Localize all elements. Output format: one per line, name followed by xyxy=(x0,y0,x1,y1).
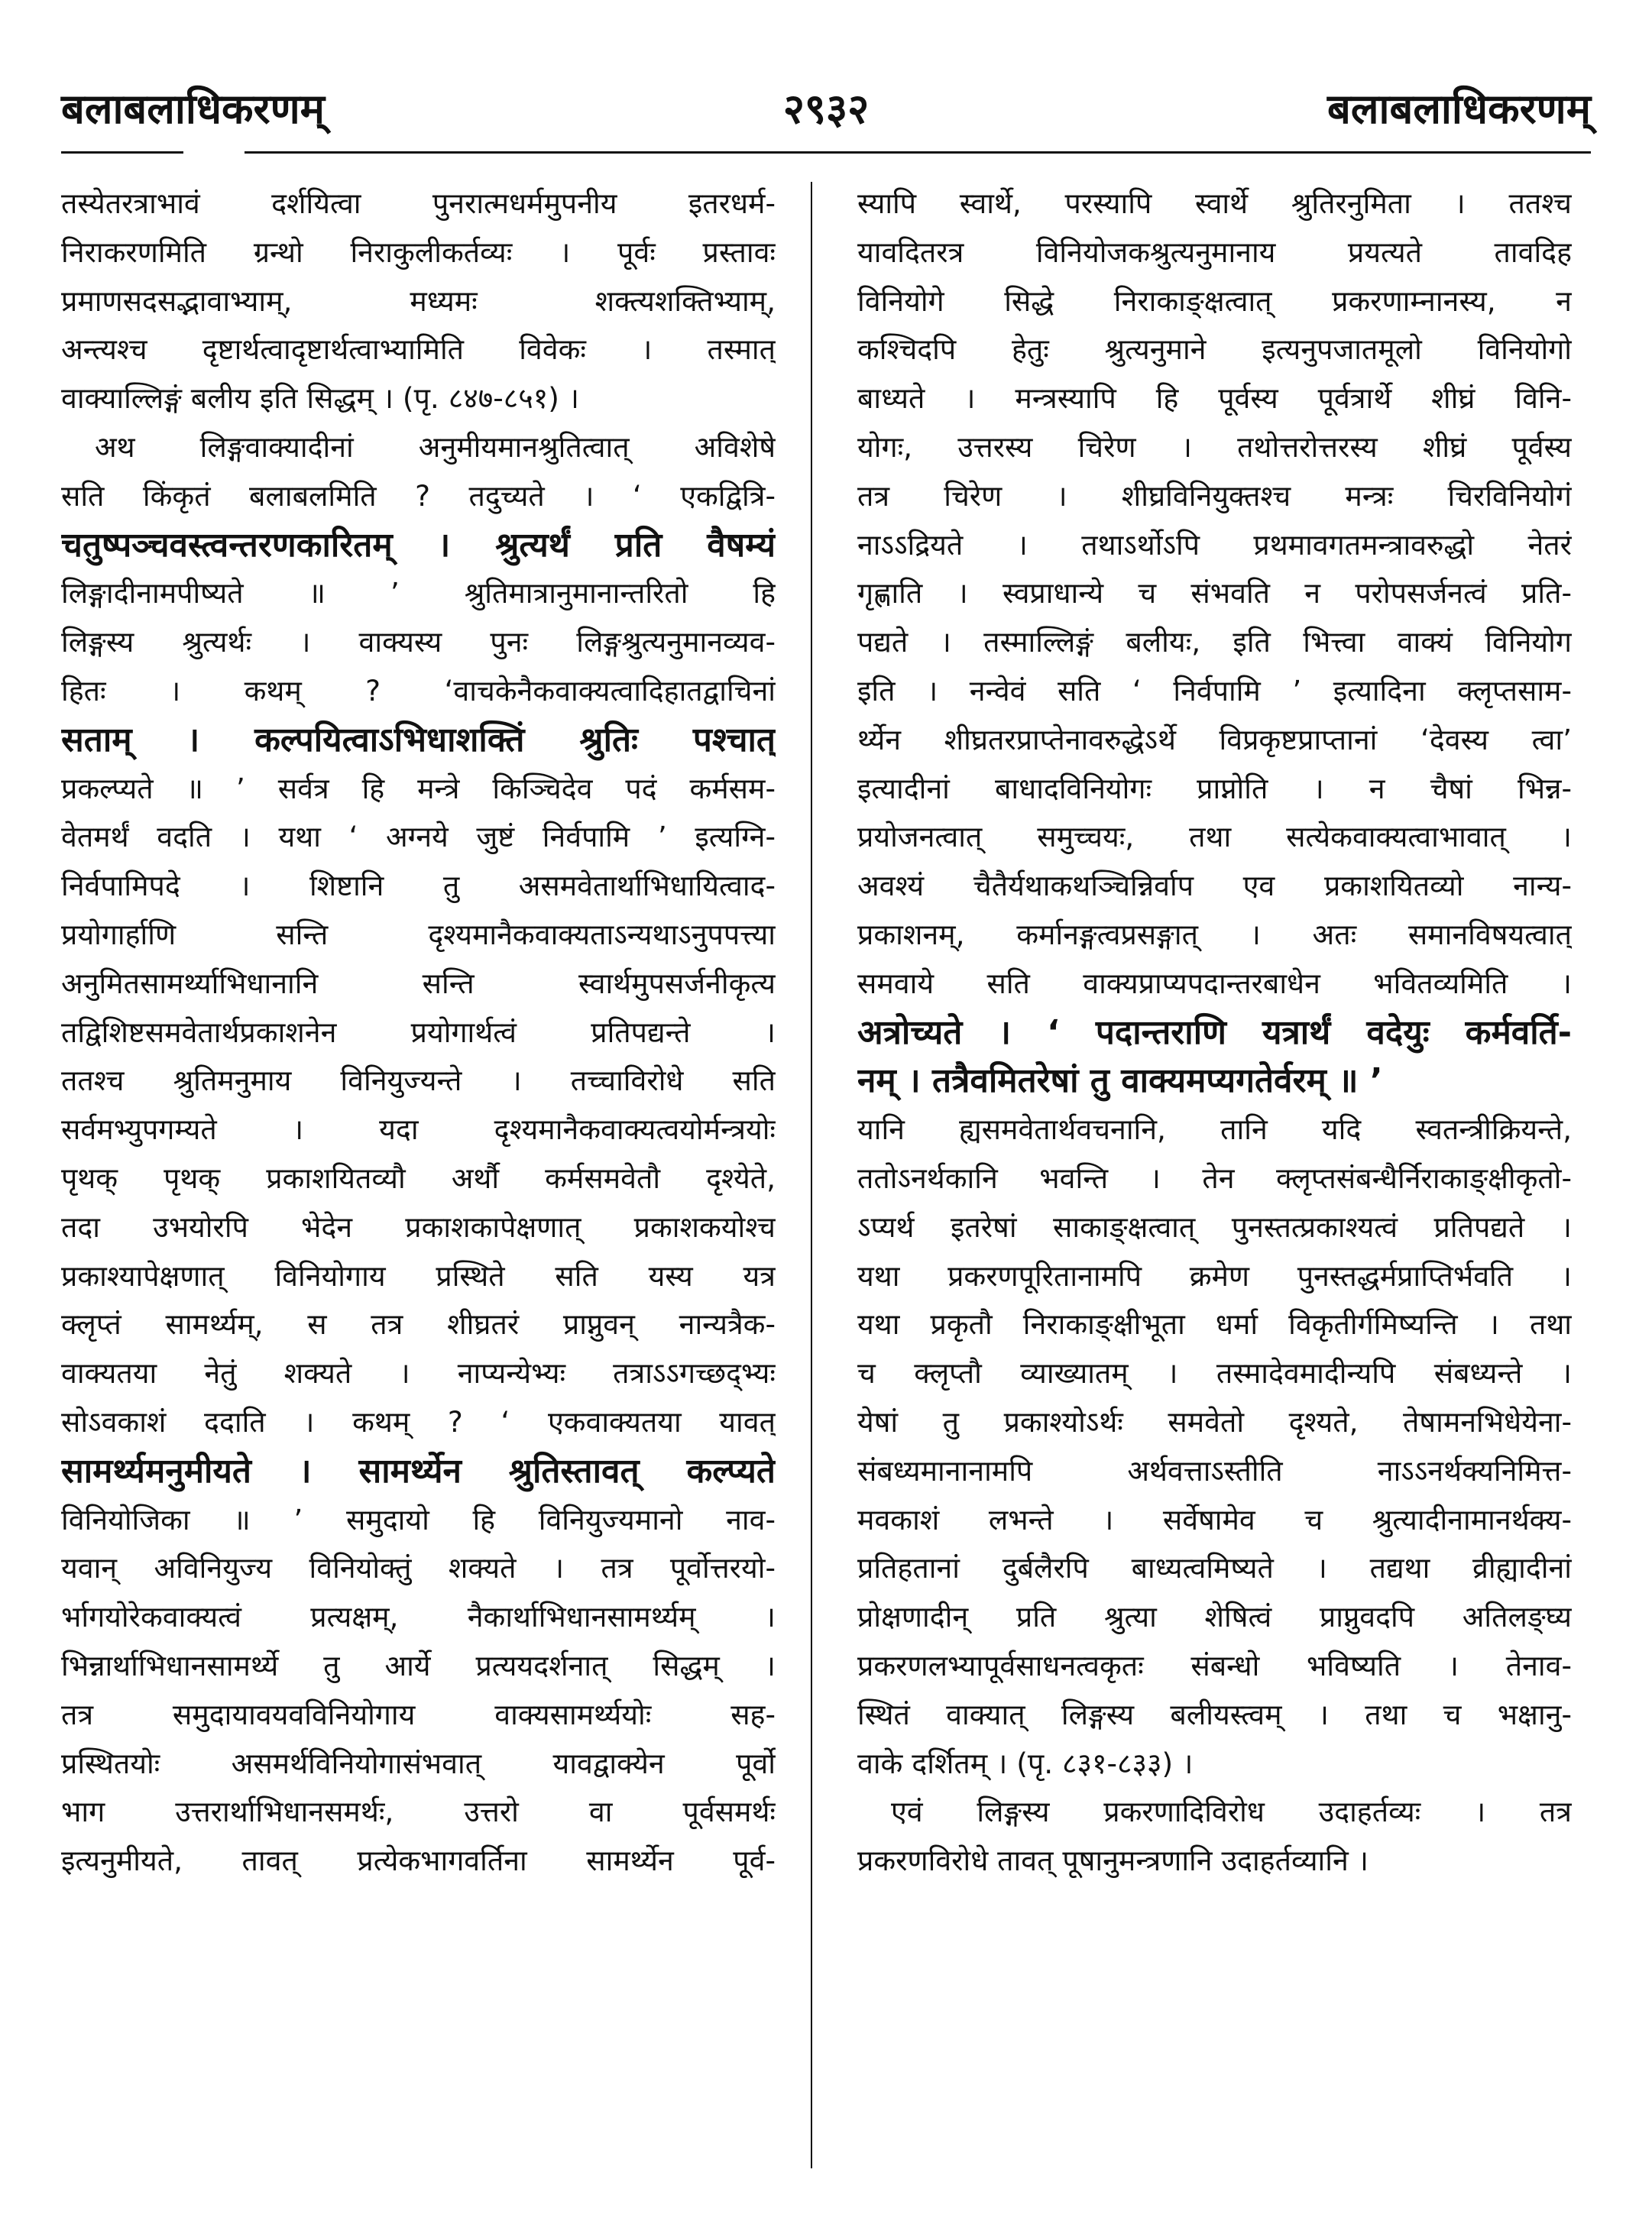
text-line: येषां तु प्रकाश्योऽर्थः समवेतो दृश्यते, तेषामनभिधेयेना- xyxy=(857,1404,1572,1439)
text-line: यथा प्रकरणपूरितानामपि क्रमेण पुनस्तद्धर्मप्राप्तिर्भवति । xyxy=(857,1258,1572,1293)
header-rule-short xyxy=(61,151,183,154)
text-line: र्भागयोरेकवाक्यत्वं प्रत्यक्षम्, नैकार्थाभिधानसामर्थ्यम् । xyxy=(61,1600,776,1634)
text-line: भाग उत्तरार्थाभिधानसमर्थः, उत्तरो वा पूर्वसमर्थः xyxy=(61,1795,776,1829)
text-line: योगः, उत्तरस्य चिरेण । तथोत्तरोत्तरस्य शीघ्रं पूर्वस्य xyxy=(857,429,1572,464)
left-text-column xyxy=(61,180,776,1886)
text-line: ततश्च श्रुतिमनुमाय विनियुज्यन्ते । तच्चाविरोधे सति xyxy=(61,1064,776,1098)
text-line: गृह्णाति । स्वप्राधान्ये च संभवति न परोपसर्जनत्वं प्रति- xyxy=(857,576,1572,610)
text-line: अनुमितसामर्थ्याभिधानानि सन्ति स्वार्थमुपसर्जनीकृत्य xyxy=(61,966,776,1000)
text-line: नम् । तत्रैवमितरेषां तु वाक्यमप्यगतेर्वरम् ॥ ’ xyxy=(857,1061,1383,1101)
text-line: तत्र चिरेण । शीघ्रविनियुक्तश्च मन्त्रः चिरविनियोगं xyxy=(857,478,1572,513)
text-line: एवं लिङ्गस्य प्रकरणादिविरोध उदाहर्तव्यः । तत्र xyxy=(891,1795,1572,1829)
text-line: विनियोजिका ॥ ’ समुदायो हि विनियुज्यमानो नाव- xyxy=(61,1502,776,1536)
text-line: प्रकल्प्यते ॥ ’ सर्वत्र हि मन्त्रे किञ्चिदेव पदं कर्मसम- xyxy=(61,771,776,805)
text-line: च क्लृप्तौ व्याख्यातम् । तस्मादेवमादीन्यपि संबध्यन्ते । xyxy=(857,1356,1572,1391)
text-line: यानि ह्यसमवेतार्थवचनानि, तानि यदि स्वतन्त्रीक्रियन्ते, xyxy=(857,1112,1572,1147)
text-line: इत्यादीनां बाधादविनियोगः प्राप्नोति । न चैषां भिन्न- xyxy=(857,771,1572,805)
text-line: प्रकाश्यापेक्षणात् विनियोगाय प्रस्थिते सति यस्य यत्र xyxy=(61,1258,776,1293)
text-line: प्रतिहतानां दुर्बलैरपि बाध्यत्वमिष्यते । तद्यथा व्रीह्यादीनां xyxy=(857,1551,1572,1585)
text-line: यथा प्रकृतौ निराकाङ्क्षीभूता धर्मा विकृतीर्गमिष्यन्ति । तथा xyxy=(857,1307,1572,1342)
text-line: प्रयोगार्हाणि सन्ति दृश्यमानैकवाक्यताऽन्यथाऽनुपपत्त्या xyxy=(61,917,776,951)
text-line: नाऽऽद्रियते । तथाऽर्थोऽपि प्रथमावगतमन्त्रावरुद्धो नेतरं xyxy=(857,527,1572,562)
text-line: प्रमाणसदसद्भावाभ्याम्, मध्यमः शक्त्यशक्तिभ्याम्, xyxy=(61,283,776,318)
text-line: निर्वपामिपदे । शिष्टानि तु असमवेतार्थाभिधायित्वाद- xyxy=(61,869,776,903)
text-line: क्लृप्तं सामर्थ्यम्, स तत्र शीघ्रतरं प्राप्नुवन् नान्यत्रैक- xyxy=(61,1307,776,1342)
text-line: कश्चिदपि हेतुः श्रुत्यनुमाने इत्यनुपजातमूलो विनियोगो xyxy=(857,332,1572,367)
text-line: अथ लिङ्गवाक्यादीनां अनुमीयमानश्रुतित्वात् अविशेषे xyxy=(95,429,776,464)
text-line: यवान् अविनियुज्य विनियोक्तुं शक्यते । तत्र पूर्वोत्तरयो- xyxy=(61,1551,776,1585)
text-line: लिङ्गादीनामपीष्यते ॥ ’ श्रुतिमात्रानुमानान्तरितो हि xyxy=(61,576,776,610)
text-line: निराकरणमिति ग्रन्थो निराकुलीकर्तव्यः । पूर्वः प्रस्तावः xyxy=(61,235,776,269)
text-line: पृथक् पृथक् प्रकाशयितव्यौ अर्थौ कर्मसमवेतौ दृश्येते, xyxy=(61,1161,776,1195)
text-line: संबध्यमानानामपि अर्थवत्ताऽस्तीति नाऽऽनर्थक्यनिमित्त- xyxy=(857,1453,1572,1488)
text-line: सामर्थ्यमनुमीयते । सामर्थ्येन श्रुतिस्तावत् कल्प्यते xyxy=(61,1451,776,1491)
text-line: सोऽवकाशं ददाति । कथम् ? ‘ एकवाक्यतया यावत् xyxy=(61,1404,776,1439)
text-line: स्यापि स्वार्थे, परस्यापि स्वार्थे श्रुतिरनुमिता । ततश्च xyxy=(857,186,1572,220)
text-line: बाध्यते । मन्त्रस्यापि हि पूर्वस्य पूर्वत्रार्थे शीघ्रं विनि- xyxy=(857,381,1572,416)
text-line: समवाये सति वाक्यप्राप्यपदान्तरबाधेन भवितव्यमिति । xyxy=(857,966,1572,1000)
text-line: अन्त्यश्च दृष्टार्थत्वादृष्टार्थत्वाभ्यामिति विवेकः । तस्मात् xyxy=(61,332,776,367)
text-line: तस्येतरत्राभावं दर्शयित्वा पुनरात्मधर्ममुपनीय इतरधर्म- xyxy=(61,186,776,220)
text-line: मवकाशं लभन्ते । सर्वेषामेव च श्रुत्यादीनामानर्थक्य- xyxy=(857,1502,1572,1536)
text-line: तद्विशिष्टसमवेतार्थप्रकाशनेन प्रयोगार्थत्वं प्रतिपद्यन्ते । xyxy=(61,1015,776,1049)
text-line: वाक्यतया नेतुं शक्यते । नाप्यन्येभ्यः तत्राऽऽगच्छद्भ्यः xyxy=(61,1356,776,1391)
header-rule xyxy=(245,151,1591,154)
text-line: अवश्यं चैतैर्यथाकथञ्चिन्निर्वाप एव प्रकाशयितव्यो नान्य- xyxy=(857,869,1572,903)
text-line: ऽप्यर्थ इतरेषां साकाङ्क्षत्वात् पुनस्तत्प्रकाश्यत्वं प्रतिपद्यते । xyxy=(857,1209,1572,1244)
text-line: विनियोगे सिद्धे निराकाङ्क्षत्वात् प्रकरणाम्नानस्य, न xyxy=(857,283,1572,318)
right-text-column xyxy=(857,180,1572,1886)
text-line: वेतमर्थं वदति । यथा ‘ अग्नये जुष्टं निर्वपामि ’ इत्यग्नि- xyxy=(61,820,776,854)
text-line: सर्वमभ्युपगम्यते । यदा दृश्यमानैकवाक्यत्वयोर्मन्त्रयोः xyxy=(61,1112,776,1147)
text-line: इति । नन्वेवं सति ‘ निर्वपामि ’ इत्यादिना क्लृप्तसाम- xyxy=(857,673,1572,707)
text-line: प्रकरणविरोधे तावत् पूषानुमन्त्रणानि उदाहर्तव्यानि । xyxy=(857,1844,1369,1878)
text-line: पद्यते । तस्माल्लिङ्गं बलीयः, इति भित्त्वा वाक्यं विनियोग xyxy=(857,625,1572,659)
text-line: र्थ्येन शीघ्रतरप्राप्तेनावरुद्धेऽर्थे विप्रकृष्टप्राप्तानां ‘देवस्य त्वा’ xyxy=(857,722,1572,756)
text-line: सति किंकृतं बलाबलमिति ? तदुच्यते । ‘ एकद्वित्रि- xyxy=(61,478,776,513)
text-line: अत्रोच्यते । ‘ पदान्तराणि यत्रार्थं वदेयुः कर्मवर्ति- xyxy=(857,1012,1572,1052)
text-line: इत्यनुमीयते, तावत् प्रत्येकभागवर्तिना सामर्थ्येन पूर्व- xyxy=(61,1844,776,1878)
text-line: चतुष्पञ्चवस्त्वन्तरणकारितम् । श्रुत्यर्थं प्रति वैषम्यं xyxy=(61,525,776,565)
text-line: ततोऽनर्थकानि भवन्ति । तेन क्लृप्तसंबन्धैर्निराकाङ्क्षीकृतो- xyxy=(857,1161,1572,1195)
text-line: हितः । कथम् ? ‘वाचकेनैकवाक्यत्वादिहातद्वाचिनां xyxy=(61,673,776,707)
text-line: सताम् । कल्पयित्वाऽभिधाशक्तिं श्रुतिः पश्चात् xyxy=(61,720,776,759)
text-line: लिङ्गस्य श्रुत्यर्थः । वाक्यस्य पुनः लिङ्गश्रुत्यनुमानव्यव- xyxy=(61,625,776,659)
text-line: प्रकाशनम्, कर्मानङ्गत्वप्रसङ्गात् । अतः समानविषयत्वात् xyxy=(857,917,1572,951)
running-title-right: बलाबलाधिकरणम् xyxy=(1327,85,1591,133)
page-header xyxy=(61,69,1591,145)
text-line: स्थितं वाक्यात् लिङ्गस्य बलीयस्त्वम् । तथा च भक्षानु- xyxy=(857,1697,1572,1731)
column-divider xyxy=(811,182,812,2168)
text-line: तत्र समुदायावयवविनियोगाय वाक्यसामर्थ्ययोः सह- xyxy=(61,1697,776,1731)
text-line: प्रस्थितयोः असमर्थविनियोगासंभवात् यावद्वाक्येन पूर्वो xyxy=(61,1746,776,1780)
text-line: प्रोक्षणादीन् प्रति श्रुत्या शेषित्वं प्राप्नुवदपि अतिलङ्घ्य xyxy=(857,1600,1572,1634)
text-line: यावदितरत्र विनियोजकश्रुत्यनुमानाय प्रयत्यते तावदिह xyxy=(857,235,1572,269)
text-line: भिन्नार्थाभिधानसामर्थ्ये तु आर्ये प्रत्ययदर्शनात् सिद्धम् । xyxy=(61,1648,776,1682)
text-line: तदा उभयोरपि भेदेन प्रकाशकापेक्षणात् प्रकाशकयोश्च xyxy=(61,1209,776,1244)
text-line: वाके दर्शितम् । (पृ. ८३१-८३३) । xyxy=(857,1746,1194,1780)
text-line: वाक्याल्लिङ्गं बलीय इति सिद्धम् । (पृ. ८४७-८५१) । xyxy=(61,381,580,416)
text-line: प्रकरणलभ्यापूर्वसाधनत्वकृतः संबन्धो भविष्यति । तेनाव- xyxy=(857,1648,1572,1682)
page-number: २९३२ xyxy=(782,85,870,133)
running-title-left: बलाबलाधिकरणम् xyxy=(61,85,325,133)
text-line: प्रयोजनत्वात् समुच्चयः, तथा सत्येकवाक्यत्वाभावात् । xyxy=(857,820,1572,854)
